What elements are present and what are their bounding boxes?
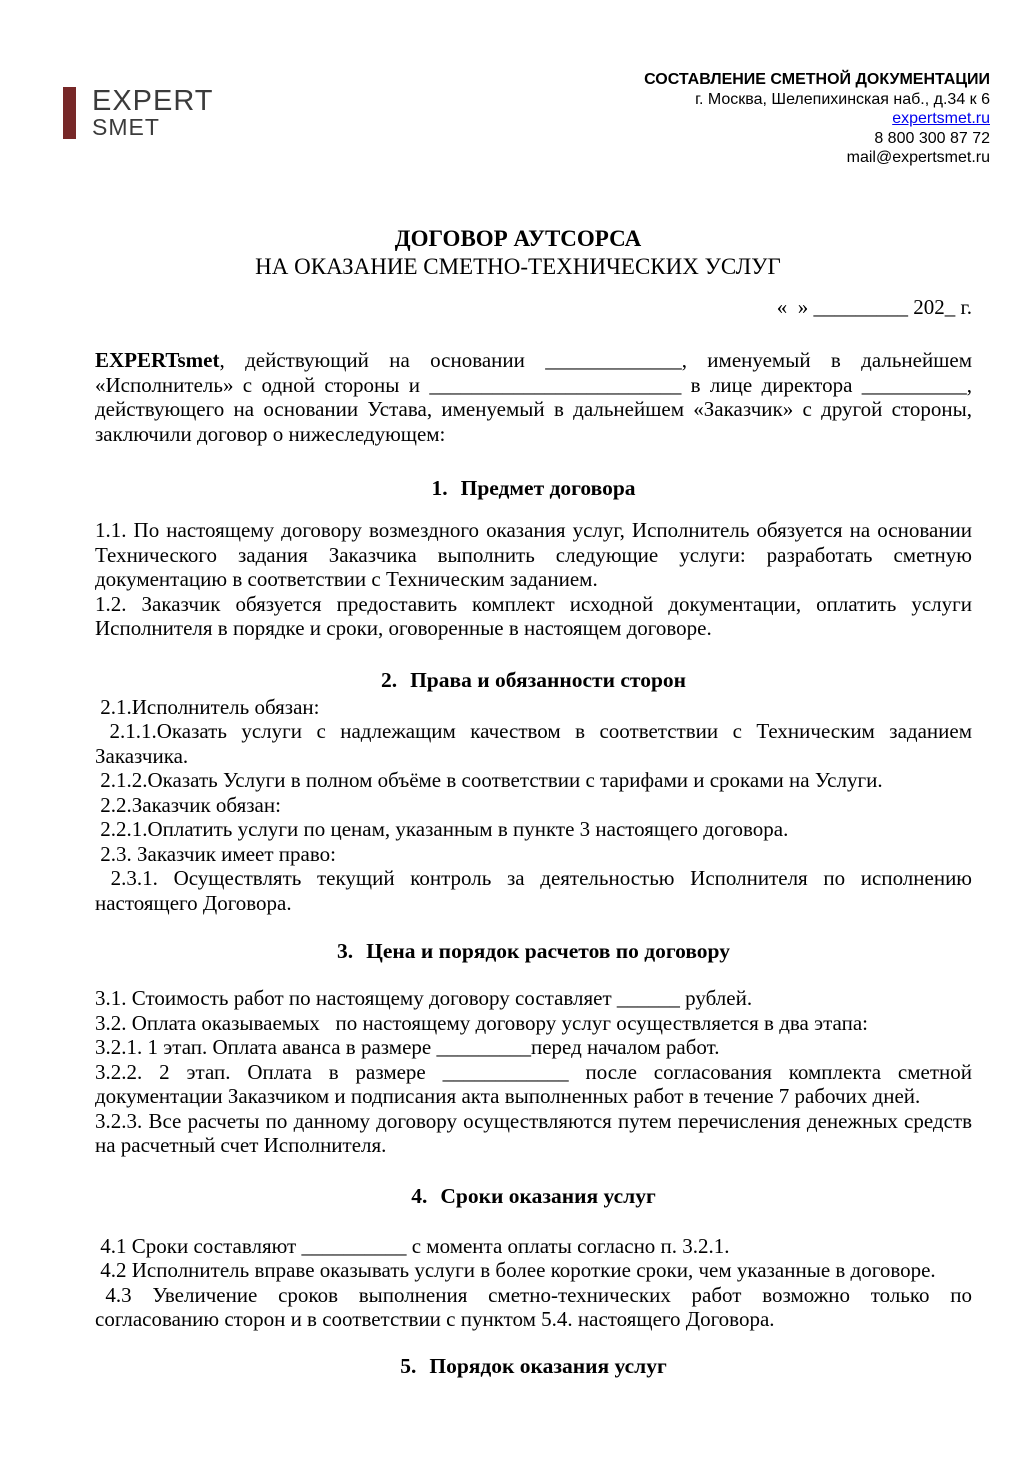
logo-line-expert: EXPERT (92, 84, 214, 117)
preamble-paragraph (95, 348, 978, 446)
section-2-title: Права и обязанности сторон (410, 667, 687, 692)
document-title-line2: НА ОКАЗАНИЕ СМЕТНО-ТЕХНИЧЕСКИХ УСЛУГ (255, 254, 781, 279)
clause-3-1: 3.1. Стоимость работ по настоящему договору составляет ______ рублей. (95, 986, 753, 1010)
clause-3-2-2: 3.2.2. 2 этап. Оплата в размере ____________ после согласования комплекта сметной документации Заказчиком и подписания акта выполненных работ в течение 7 рабочих дней. (95, 1059, 978, 1108)
section-5-heading (95, 1354, 972, 1379)
logo-line-smet: SMET (92, 113, 160, 140)
clause-3-2: 3.2. Оплата оказываемых по настоящему договору услуг осуществляется в два этапа: (95, 1010, 868, 1035)
document-title (0, 225, 1036, 281)
clause-3-2-3: 3.2.3. Все расчеты по данному договору осуществляются путем перечисления денежных средств на расчетный счет Исполнителя. (95, 1108, 978, 1157)
website-link[interactable]: expertsmet.ru (892, 110, 990, 127)
clause-2-1-1: 2.1.1.Оказать услуги с надлежащим качеством в соответствии с Техническим заданием Заказчика. (95, 719, 978, 768)
contact-website-row (644, 109, 990, 129)
section-4-title: Сроки оказания услуг (440, 1183, 656, 1208)
clause-2-1: 2.1.Исполнитель обязан: (95, 694, 320, 719)
clause-4-3: 4.3 Увеличение сроков выполнения сметно-технических работ возможно только по согласованию сторон и в соответствии с пунктом 5.4. настоящего Договора. (95, 1282, 978, 1331)
clause-1-1: 1.1. По настоящему договору возмездного оказания услуг, Исполнитель обязуется на основании Технического задания Заказчика выполнить следующие услуги: разработать сметную документацию в соответствии с Техническим заданием. (95, 518, 978, 591)
contact-block (644, 70, 990, 168)
clause-2-2: 2.2.Заказчик обязан: (95, 792, 281, 817)
date-line: « » _________ 202_ г. (776, 295, 972, 319)
contact-address: г. Москва, Шелепихинская наб., д.34 к 6 (695, 90, 990, 108)
section-1-heading (95, 476, 972, 501)
company-name: EXPERTsmet (95, 348, 220, 372)
clause-2-1-2: 2.1.2.Оказать Услуги в полном объёме в соответствии с тарифами и сроками на Услуги. (95, 768, 883, 792)
clause-4-1: 4.1 Сроки составляют __________ с момента оплаты согласно п. 3.2.1. (95, 1233, 730, 1258)
section-4-number: 4. (411, 1183, 428, 1208)
preamble-text: , действующий на основании _____________, именуемый в дальнейшем «Исполнитель» с одной стороны и ________________________ в лице директора __________, действующего на основании Устава, именуемый в дальнейшем «Заказчик» с другой стороны, заключили договор о нижеследующем: (95, 348, 978, 446)
section-1-title: Предмет договора (460, 476, 636, 500)
clause-3-2-1: 3.2.1. 1 этап. Оплата аванса в размере _________перед началом работ. (95, 1035, 720, 1059)
contact-title: СОСТАВЛЕНИЕ СМЕТНОЙ ДОКУМЕНТАЦИИ (644, 71, 990, 88)
document-body (95, 295, 978, 1379)
clause-2-3: 2.3. Заказчик имеет право: (95, 841, 336, 866)
contact-email: mail@expertsmet.ru (846, 149, 990, 166)
section-3-heading (95, 939, 972, 964)
contact-phone: 8 800 300 87 72 (874, 129, 990, 147)
clause-2-2-1: 2.2.1.Оплатить услуги по ценам, указанным в пункте 3 настоящего договора. (95, 817, 789, 841)
section-3-title: Цена и порядок расчетов по договору (366, 939, 730, 963)
section-3-number: 3. (337, 939, 354, 963)
clause-4-2: 4.2 Исполнитель вправе оказывать услуги в более короткие сроки, чем указанные в договоре. (95, 1258, 936, 1282)
logo-text (92, 84, 214, 140)
section-1-number: 1. (431, 476, 448, 500)
section-2-number: 2. (380, 667, 398, 692)
section-4-heading (95, 1184, 972, 1209)
clause-1-2: 1.2. Заказчик обязуется предоставить комплект исходной документации, оплатить услуги Исполнителя в порядке и сроки, оговоренные в настоящем договоре. (95, 591, 978, 640)
clause-2-3-1: 2.3.1. Осуществлять текущий контроль за деятельностью Исполнителя по исполнению настоящего Договора. (95, 866, 978, 915)
company-logo (63, 84, 214, 140)
section-5-number: 5. (400, 1353, 417, 1378)
section-5-title: Порядок оказания услуг (429, 1353, 667, 1378)
section-2-heading (95, 668, 972, 693)
logo-accent-bar (63, 87, 76, 139)
document-title-line1: ДОГОВОР АУТСОРСА (394, 226, 642, 251)
